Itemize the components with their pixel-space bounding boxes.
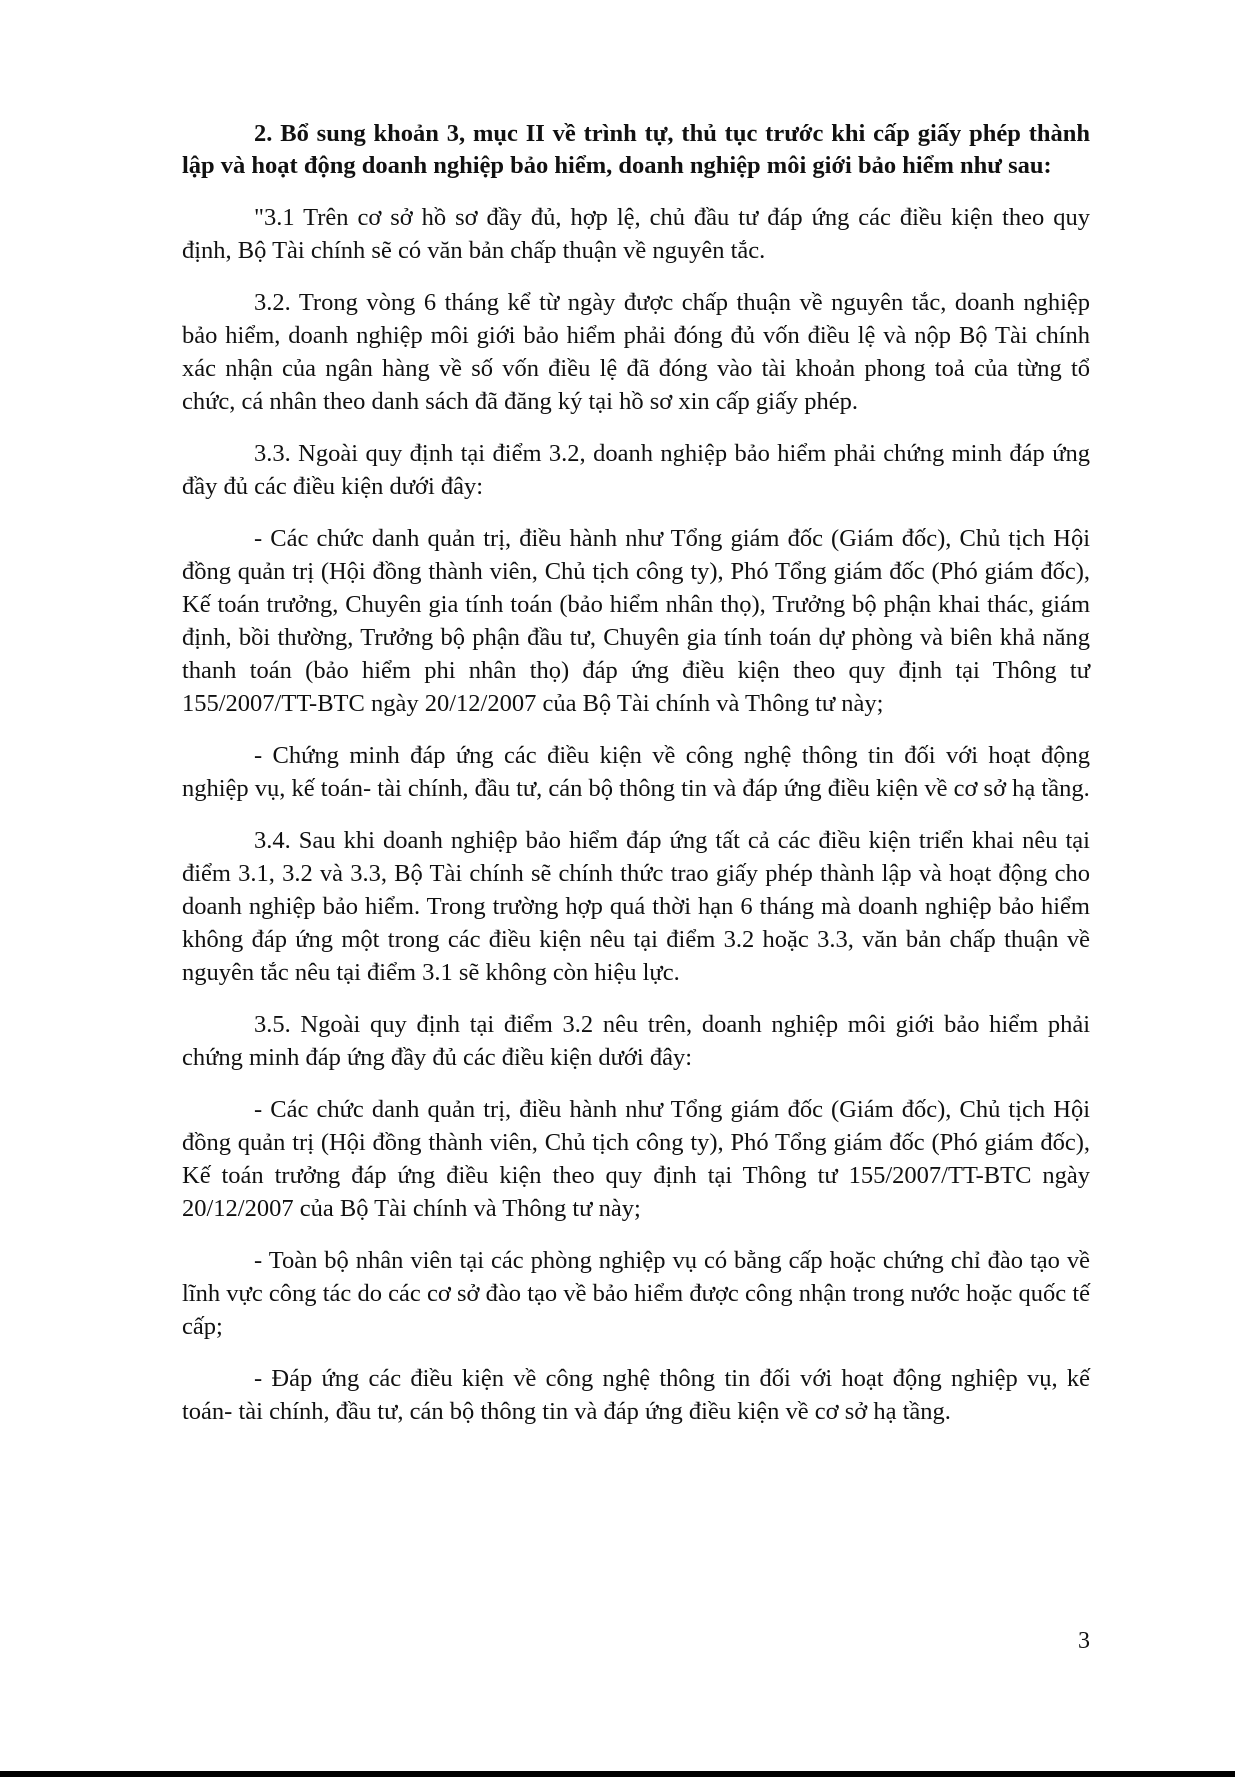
paragraph-3-5-bullet-3: - Đáp ứng các điều kiện về công nghệ thông tin đối với hoạt động nghiệp vụ, kế toán- tài chính, đầu tư, cán bộ thông tin và đáp ứng điều kiện về cơ sở hạ tầng.: [182, 1365, 1090, 1425]
paragraph-3-5-bullet-1: - Các chức danh quản trị, điều hành như Tổng giám đốc (Giám đốc), Chủ tịch Hội đồng quản trị (Hội đồng thành viên, Chủ tịch công ty), Phó Tổng giám đốc (Phó giám đốc), Kế toán trưởng đáp ứng điều kiện theo quy định tại Thông tư 155/2007/TT-BTC ngày 20/12/2007 của Bộ Tài chính và Thông tư này;: [182, 1096, 1090, 1222]
document-page: [182, 118, 1090, 1447]
scan-edge-bar: [0, 1771, 1235, 1777]
paragraph-3-3-bullet-1: - Các chức danh quản trị, điều hành như Tổng giám đốc (Giám đốc), Chủ tịch Hội đồng quản trị (Hội đồng thành viên, Chủ tịch công ty), Phó Tổng giám đốc (Phó giám đốc), Kế toán trưởng, Chuyên gia tính toán (bảo hiểm nhân thọ), Trưởng bộ phận khai thác, giám định, bồi thường, Trưởng bộ phận đầu tư, Chuyên gia tính toán dự phòng và biên khả năng thanh toán (bảo hiểm phi nhân thọ) đáp ứng điều kiện theo quy định tại Thông tư 155/2007/TT-BTC ngày 20/12/2007 của Bộ Tài chính và Thông tư này;: [182, 525, 1090, 717]
paragraph-3-3-bullet-2: - Chứng minh đáp ứng các điều kiện về công nghệ thông tin đối với hoạt động nghiệp vụ, kế toán- tài chính, đầu tư, cán bộ thông tin và đáp ứng điều kiện về cơ sở hạ tầng.: [182, 742, 1090, 802]
paragraph-3-3: 3.3. Ngoài quy định tại điểm 3.2, doanh nghiệp bảo hiểm phải chứng minh đáp ứng đầy đủ các điều kiện dưới đây:: [182, 440, 1090, 500]
paragraph-3-5: 3.5. Ngoài quy định tại điểm 3.2 nêu trên, doanh nghiệp môi giới bảo hiểm phải chứng minh đáp ứng đầy đủ các điều kiện dưới đây:: [182, 1011, 1090, 1071]
paragraph-3-2: 3.2. Trong vòng 6 tháng kể từ ngày được chấp thuận về nguyên tắc, doanh nghiệp bảo hiểm, doanh nghiệp môi giới bảo hiểm phải đóng đủ vốn điều lệ và nộp Bộ Tài chính xác nhận của ngân hàng về số vốn điều lệ đã đóng vào tài khoản phong toả của từng tổ chức, cá nhân theo danh sách đã đăng ký tại hồ sơ xin cấp giấy phép.: [182, 289, 1090, 415]
page-number: 3: [1078, 1628, 1090, 1654]
paragraph-3-4: 3.4. Sau khi doanh nghiệp bảo hiểm đáp ứng tất cả các điều kiện triển khai nêu tại điểm 3.1, 3.2 và 3.3, Bộ Tài chính sẽ chính thức trao giấy phép thành lập và hoạt động cho doanh nghiệp bảo hiểm. Trong trường hợp quá thời hạn 6 tháng mà doanh nghiệp bảo hiểm không đáp ứng một trong các điều kiện nêu tại điểm 3.2 hoặc 3.3, văn bản chấp thuận về nguyên tắc nêu tại điểm 3.1 sẽ không còn hiệu lực.: [182, 827, 1090, 986]
paragraph-3-1: "3.1 Trên cơ sở hồ sơ đầy đủ, hợp lệ, chủ đầu tư đáp ứng các điều kiện theo quy định, Bộ Tài chính sẽ có văn bản chấp thuận về nguyên tắc.: [182, 204, 1090, 264]
section-heading: 2. Bổ sung khoản 3, mục II về trình tự, thủ tục trước khi cấp giấy phép thành lập và hoạt động doanh nghiệp bảo hiểm, doanh nghiệp môi giới bảo hiểm như sau:: [182, 120, 1090, 179]
paragraph-3-5-bullet-2: - Toàn bộ nhân viên tại các phòng nghiệp vụ có bằng cấp hoặc chứng chỉ đào tạo về lĩnh vực công tác do các cơ sở đào tạo về bảo hiểm được công nhận trong nước hoặc quốc tế cấp;: [182, 1247, 1090, 1340]
